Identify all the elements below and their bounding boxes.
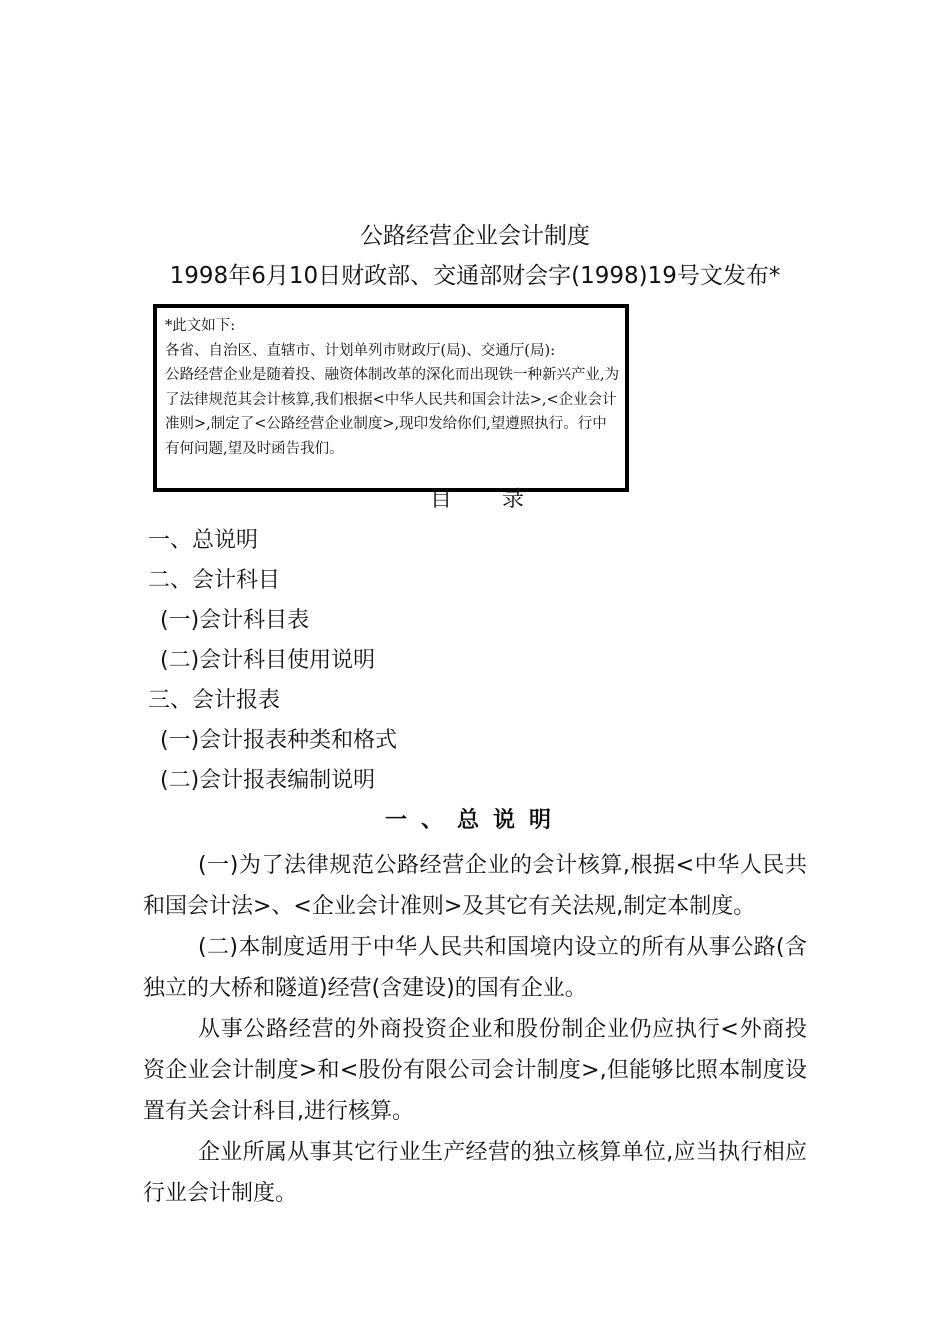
notice-line: 各省、自治区、直辖市、计划单列市财政厅(局)、交通厅(局): bbox=[165, 342, 556, 359]
section-body bbox=[143, 845, 807, 1214]
toc-item: 二、会计科目 bbox=[148, 568, 281, 593]
toc-title: 目录 bbox=[430, 487, 575, 512]
notice-line: *此文如下: bbox=[165, 318, 236, 334]
table-of-contents bbox=[148, 525, 397, 805]
document-subtitle: 1998年6月10日财政部、交通部财会字(1998)19号文发布* bbox=[169, 263, 781, 289]
toc-item: (二)会计科目使用说明 bbox=[160, 648, 376, 673]
toc-item: (一)会计科目表 bbox=[160, 608, 310, 633]
paragraph: (一)为了法律规范公路经营企业的会计核算,根据<中华人民共和国会计法>、<企业会计准则>及其它有关法规,制定本制度。 bbox=[143, 853, 807, 919]
paragraph: 企业所属从事其它行业生产经营的独立核算单位,应当执行相应行业会计制度。 bbox=[143, 1140, 807, 1206]
toc-item: 三、会计报表 bbox=[148, 688, 281, 713]
toc-item: (二)会计报表编制说明 bbox=[160, 768, 376, 793]
document-title: 公路经营企业会计制度 bbox=[360, 223, 590, 249]
toc-item: (一)会计报表种类和格式 bbox=[160, 728, 398, 753]
paragraph: (二)本制度适用于中华人民共和国境内设立的所有从事公路(含独立的大桥和隧道)经营(含建设)的国有企业。 bbox=[143, 935, 807, 1001]
notice-line: 公路经营企业是随着投、融资体制改革的深化而出现铁一种新兴产业,为了法律规范其会计核算,我们根据<中华人民共和国会计法>,<企业会计准则>,制定了<公路经营企业制度>,现印发给你们,望遵照执行。行中有何问题,望及时函告我们。 bbox=[165, 367, 620, 457]
paragraph: 从事公路经营的外商投资企业和股份制企业仍应执行<外商投资企业会计制度>和<股份有限公司会计制度>,但能够比照本制度设置有关会计科目,进行核算。 bbox=[143, 1017, 807, 1124]
section-title: 一、总说明 bbox=[384, 808, 565, 833]
notice-box bbox=[153, 304, 629, 492]
toc-item: 一、总说明 bbox=[148, 528, 259, 553]
